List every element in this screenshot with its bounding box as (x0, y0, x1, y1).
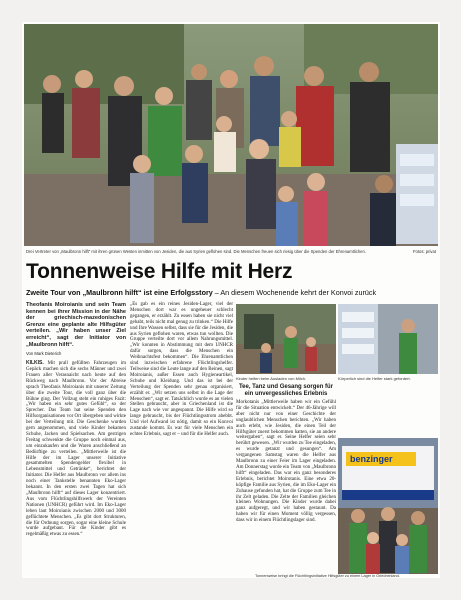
photo-truck-crowd (338, 438, 438, 574)
photo-caption-truck: Tonnenweise bringt die Flüchtlingsinitiative Hilfsgüter zu einem Lager in Griechenland. (255, 574, 400, 578)
photo-caption-row (24, 248, 438, 256)
photo-caption-kids: Kinder helfen beim Ausladen von Milch. (236, 376, 307, 381)
author-line: Von Mark Dieterich (26, 351, 62, 357)
column-2 (130, 302, 233, 440)
newspaper-page (22, 22, 440, 578)
section-heading: Tee, Tanz und Gesang sorgen für ein unvergessliches Erlebnis (238, 384, 334, 397)
photo-caption: Drei Vertreter von „Maulbronn hilft“ mit ihren grünen Westen inmitten von Jesiden, die aus Syrien geflohen sind. Die Menschen freuen sich riesig über die Spenden der Ehrenamtlichen. (26, 249, 366, 254)
photo-caption-helpers: Körperlich sind die Helfer stark gefordert. (338, 376, 411, 381)
column-3 (236, 400, 336, 526)
truck-brand-text: benzinger (350, 454, 393, 464)
photo-helpers-boxes (338, 304, 438, 374)
intro-text: Theofanis Moiroianis und sein Team kennen bei ihrer Mission in der Nähe der griechisch-mazedonischen Grenze eine geplante alte Hilfsgüter verteilen. „Wir haben unser Ziel erreicht“, sagt der Initiator von „Maulbronn hilft“. (26, 302, 126, 348)
dateline: KILKIS. (26, 360, 44, 367)
photo-kids-unloading (236, 304, 336, 374)
photo-credit: Fotos: privat (412, 249, 436, 254)
body-paragraph-1 (26, 361, 126, 538)
subheadline-lead: Zweite Tour von „Maulbronn hilft“ ist eine Erfolgsstory (26, 288, 213, 297)
body-text-3: Morkotanis „Mittlerweile haben wir ein Gefühl für die Situation entwickelt.“ Der 46-Jährige will aber nicht nur von einer Geschichte der unglaublichen Menschen berichten. „Wir haben auch erlebt, wie Jesiden, die einen Teil der Hilfsgüter zuerst bekommen hatten, sie an andere weitergaben“, sagt er. Seine Helfer seien sehr berührt gewesen. „Wir wurden zu Tee eingeladen, es wurde getanzt und gesungen“. Am vergangenen Samstag waren die Helfer aus Maulbronn zu einer Feier im Lager eingeladen. Am Donnerstag wurde ein Team von „Maulbronn hilft“ eingeladen. Das war ein ganz besonderes Erlebnis, berichtet Moirotanis. Eine etwa 20-köpfige Familie aus Syrien, die im Eko-Lager ein Zuhause gefunden hat, hat die Gruppe zum Tee in ihr Zelt geladen. Die Zelte der Familien gleichen kleinen Wohnungen. Die Kinder wurde dabei ganz aufgeregt, und wir haben gestaunt. Da haben wir für einen Moment völlig vergessen, dass wir in einem Flüchtlingslager sind. (236, 400, 336, 524)
body-text-2: „Es gab es ein reines Jesiden-Lager, viel der Menschen dort war es ungeheuer schlecht gegangen, er erzählt. Zu essen haben sie nicht viel gehabt, teils nicht mal genug zu trinken.“ Die Hilfe und Ihre Wassen selbst, dass sie für die Jesiden, die aus Syrien geflohen waren, etwas tun wollten. Die Gruppe verteilte dort vor allem Nahrungsmittel. „Wir konnten in Abstimmung mit dem UNHCR dafür sorgen, dass die Menschen ein Weihnachtsfest bekommen“. Die Ehrenamtlichen sind inzwischen erfahrene Flüchtlingshelfer. Teilweise sind die Leute lange auf den Beinen, sagt Moiroianis, außer Essen auch Hygieneartikel, Schuhe und Kleidung. Und das ist bei der Verteilung der Spenden sehr genau organisiert, erzählt er. „Wir setzen uns selbst in die Lage der Menschen“, sagt er. Tatsächlich wurde es an vielen Stellen gebraucht, aber in Griechenland ist die Lage nach wie vor angespannt. Die Hilfe wird so lange gebraucht, bis der Flüchtlingsstrom abebbt. Und viel Aufwand ist nötig, damit so ein Konvoi zustande kommt. Es war für viele Menschen ein echtes Erlebnis, sagt er – und für die Helfer auch. (130, 302, 233, 437)
subheadline-rest: – An diesem Wochenende kehrt der Konvoi zurück (214, 288, 377, 297)
headline: Tonnenweise Hilfe mit Herz (26, 260, 293, 283)
subheadline (26, 288, 436, 297)
column-1 (26, 302, 126, 540)
main-photo (24, 24, 438, 246)
body-text-1: Mit prall gefüllten Fahrzeugen im Gepäck machen sich die sechs Männer und zwei Frauen aller Verasnaicht nach heute auf den Rückweg nach Maulbronn. Vor der Abreise sprach Theofanis Moiroianis mit unserer Zeitung über die zweite Tour, die voll ganz über die Bühne ging. Der Vollzug steht ein ruhiges Fazit: „Wir haben ein sehr gutes Gefühl“, so der Sprecher. Das Team hat seine Spenden den Hilfsorganisationen vor Ort übergeben und wirkte bei der Verteilung mit. Die Geschenke wurden gern angenommen, und viele Kinder bekamen Schuhe, Jacken und Spielsachen. Am gestrigen Freitag schwenkte die Gruppe noch einmal aus, um einzukaufen und die Waren anschließend an Bedürftige zu verteilen. „Mittlerweile ist die Hilfe der im Lager unserer Initiative gesammelten Spendengelder flexibel in Lebensmittel und Getränke“, berichtet der Initiator. Die Helfer aus Maulbronn vor allem ins noch einer Tankstelle benannten Eko-Lager bekannt. In den ersten zwei Tagen hat sich „Maulbronn hilft“ auf dieses Lager konzentriert. Aus vom Flüchtlingshilfswerk der Vereinten Nationen (UNHCR) geführt wird. Im Eko-Lager leben laut Moiroianis zwischen 2000 und 3000 geflüchtete Menschen. „Es gibt dort Strukturen, die für Ordnung sorgen, sogar eine kleine Schule wurde aufgebaut. Für die Kinder gibt es regelmäßig etwas zu essen.“ (26, 361, 126, 538)
